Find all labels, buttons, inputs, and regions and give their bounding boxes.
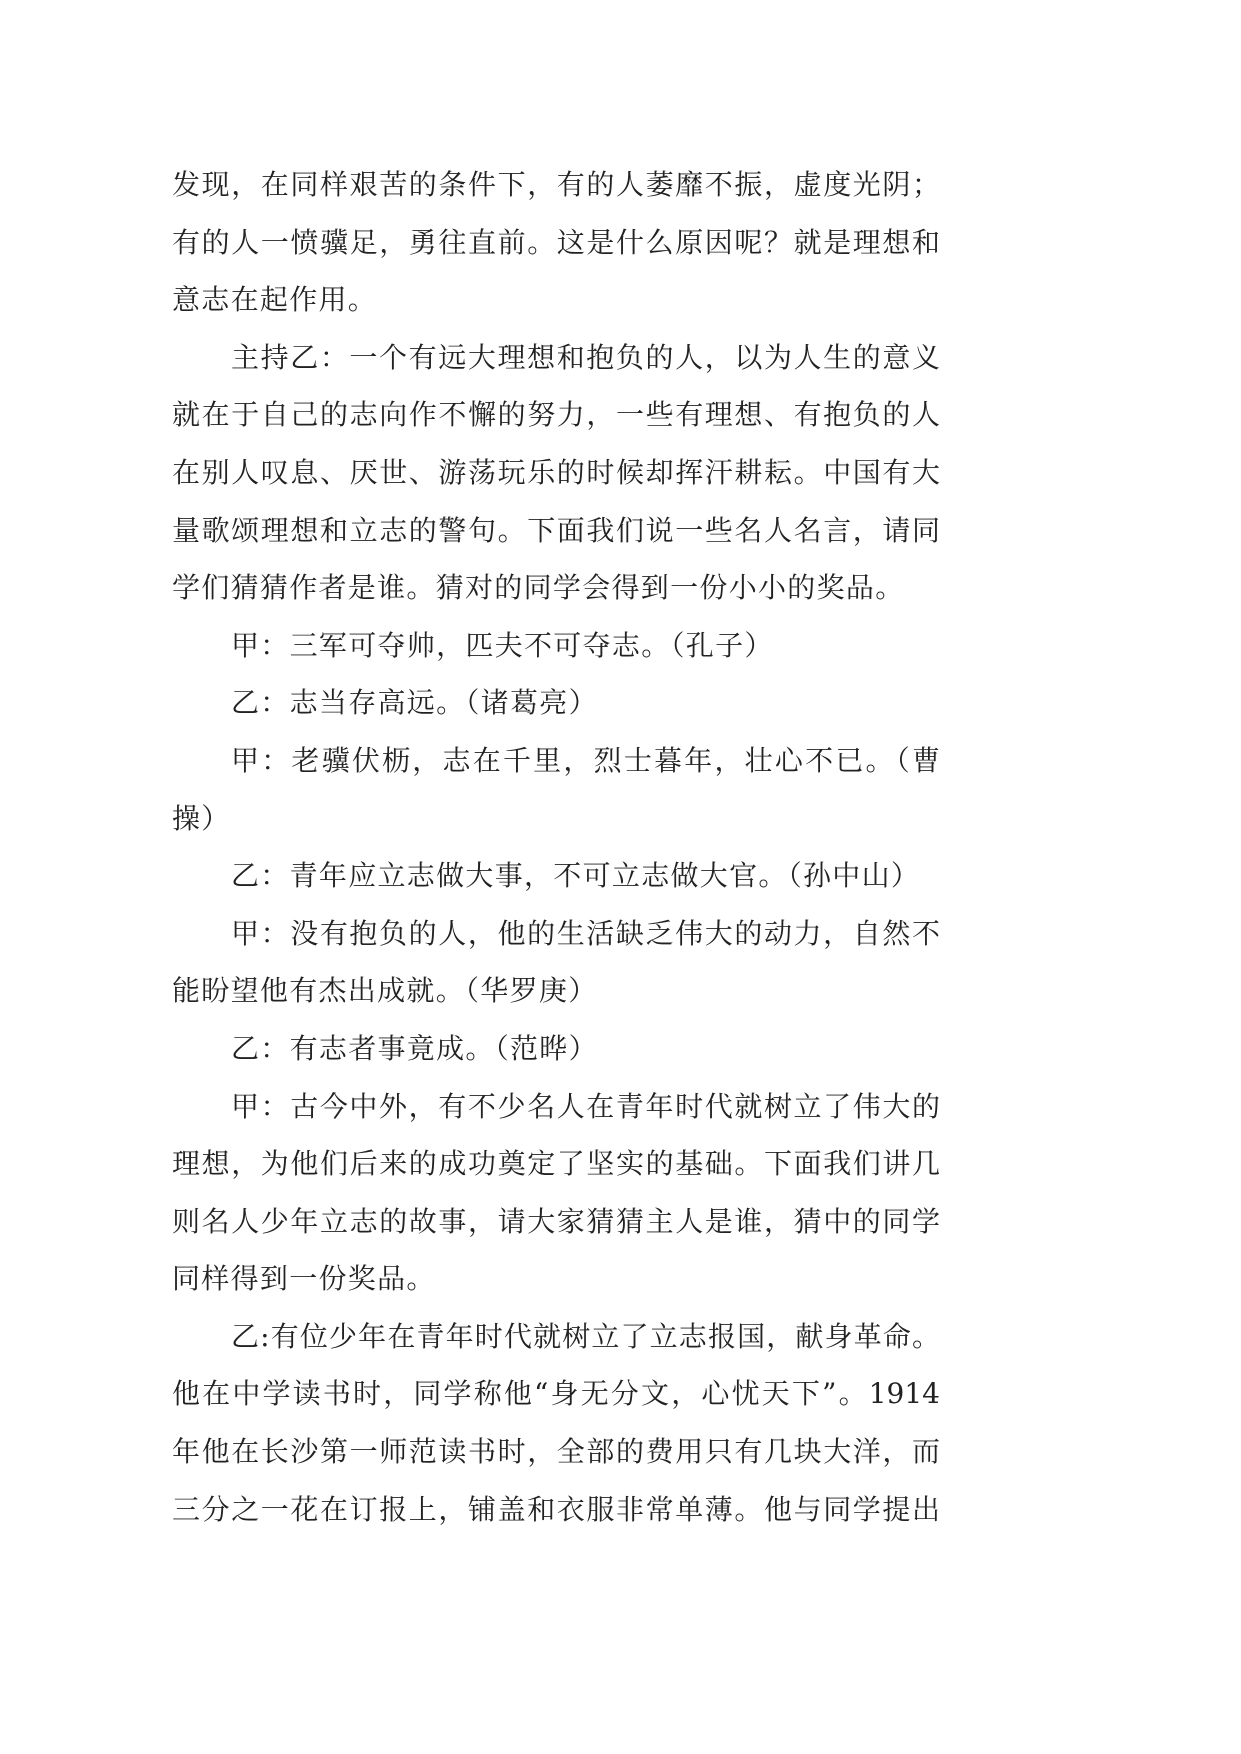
text-line: 三分之一花在订报上，铺盖和衣服非常单薄。他与同学提出 (172, 1492, 940, 1526)
paragraph (172, 674, 940, 732)
text-line: 乙：青年应立志做大事，不可立志做大官。（孙中山） (231, 859, 921, 893)
text-line: 同样得到一份奖品。 (172, 1262, 436, 1296)
text-line: 甲：老骥伏枥，志在千里，烈士暮年，壮心不已。（曹 (231, 743, 940, 777)
text-line: 有的人一愤骥足，勇往直前。这是什么原因呢？就是理想和 (172, 225, 940, 259)
text-line: 甲：古今中外，有不少名人在青年时代就树立了伟大的 (231, 1089, 940, 1123)
text-line: 学们猜猜作者是谁。猜对的同学会得到一份小小的奖品。 (172, 571, 905, 605)
text-line: 在别人叹息、厌世、游荡玩乐的时候却挥汗耕耘。中国有大 (172, 455, 940, 489)
body-text (172, 156, 940, 1538)
paragraph (172, 1020, 940, 1078)
text-line: 量歌颂理想和立志的警句。下面我们说一些名人名言，请同 (172, 513, 940, 547)
text-line: 操） (172, 801, 231, 835)
text-line: 则名人少年立志的故事，请大家猜猜主人是谁，猜中的同学 (172, 1204, 940, 1238)
paragraph (172, 1308, 940, 1538)
paragraph (172, 732, 940, 847)
text-line: 意志在起作用。 (172, 283, 378, 317)
text-line: 甲：没有抱负的人，他的生活缺乏伟大的动力，自然不 (231, 916, 940, 950)
text-line: 乙：有志者事竟成。（范晔） (231, 1031, 598, 1065)
text-line: 年他在长沙第一师范读书时，全部的费用只有几块大洋，而 (172, 1435, 940, 1469)
paragraph (172, 1078, 940, 1308)
text-line: 乙：志当存高远。（诸葛亮） (231, 686, 598, 720)
paragraph (172, 847, 940, 905)
text-line: 主持乙：一个有远大理想和抱负的人，以为人生的意义 (231, 340, 940, 374)
paragraph (172, 617, 940, 675)
paragraph (172, 329, 940, 617)
text-line: 他在中学读书时，同学称他“身无分文，心忧天下”。1914 (172, 1377, 940, 1411)
text-line: 乙:有位少年在青年时代就树立了立志报国，献身革命。 (231, 1319, 940, 1353)
paragraph (172, 905, 940, 1020)
paragraph (172, 156, 940, 329)
text-line: 理想，为他们后来的成功奠定了坚实的基础。下面我们讲几 (172, 1147, 940, 1181)
text-line: 甲：三军可夺帅，匹夫不可夺志。（孔子） (231, 628, 774, 662)
text-line: 发现，在同样艰苦的条件下，有的人萎靡不振，虚度光阴； (172, 168, 940, 201)
text-line: 能盼望他有杰出成就。（华罗庚） (172, 974, 598, 1008)
text-line: 就在于自己的志向作不懈的努力，一些有理想、有抱负的人 (172, 398, 940, 432)
